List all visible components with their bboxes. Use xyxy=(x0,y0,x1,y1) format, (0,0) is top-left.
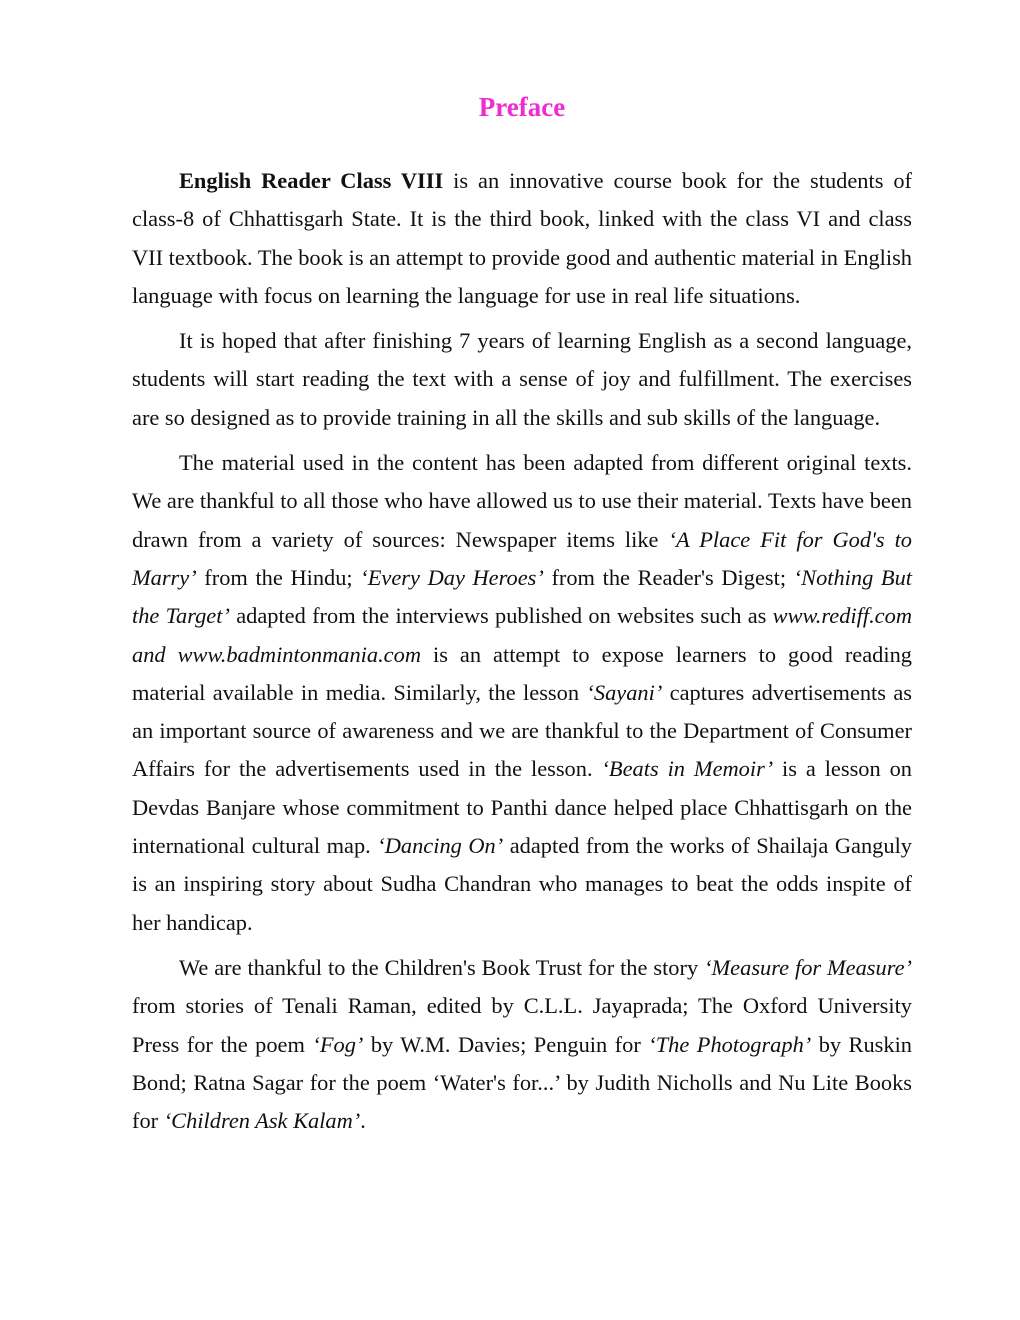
text-run: adapted from the works of Shailaja Ganguly is an inspiring story about Sudha Chandran who manages to beat the odds inspite of her handicap. xyxy=(132,833,912,935)
page-title: Preface xyxy=(478,92,566,122)
text-run: ‘Dancing On’ xyxy=(377,833,504,859)
paragraph-2 xyxy=(132,322,912,437)
text-run: ‘The Photograph’ xyxy=(648,1031,812,1057)
text-run: ‘A Place Fit for God's to Marry’ xyxy=(132,526,912,590)
text-run: ‘Beats in Memoir’ xyxy=(601,756,774,782)
text-run: captures advertisements as an important source of awareness and we are thankful to the Department of Consumer Affairs for the advertisements used in the lesson. xyxy=(132,679,912,782)
text-run: It is hoped that after finishing 7 years of learning English as a second language, students will start reading the text with a sense of joy and fulfillment. The exercises are so designed as to provide training in all the skills and sub skills of the language. xyxy=(132,328,912,430)
text-run: is an innovative course book for the students of class-8 of Chhattisgarh State. It is the third book, linked with the class VI and class VII textbook. The book is an attempt to provide good and authentic material in English language with focus on learning the language for use in real life situations. xyxy=(132,168,913,308)
text-run: by W.M. Davies; Penguin for xyxy=(363,1031,649,1057)
text-run: English Reader Class VIII xyxy=(179,168,444,193)
text-run: The material used in the content has been adapted from different original texts. We are thankful to all those who have allowed us to use their material. Texts have been drawn from a variety of sources: Newspaper items like xyxy=(132,450,912,552)
text-run: from the Hindu; xyxy=(196,564,361,590)
text-run: from the Reader's Digest; xyxy=(543,564,794,590)
text-run: is an attempt to expose learners to good reading material available in media. Similarly, the lesson xyxy=(132,641,912,705)
text-run: from stories of Tenali Raman, edited by C.L.L. Jayaprada; The Oxford University Press for the poem xyxy=(132,993,912,1057)
text-run: adapted from the interviews published on websites such as xyxy=(229,603,773,629)
paragraph-3 xyxy=(132,444,912,942)
text-run: We are thankful to the Children's Book Trust for the story xyxy=(179,954,705,980)
text-run: ‘Fog’ xyxy=(312,1031,364,1057)
text-run: is a lesson on Devdas Banjare whose commitment to Panthi dance helped place Chhattisgarh on the international cultural map. xyxy=(132,756,912,859)
text-run: www.rediff.com and www.badmintonmania.com xyxy=(132,603,912,667)
text-run: ‘Measure for Measure’ xyxy=(704,954,912,980)
paragraph-4 xyxy=(132,949,912,1140)
text-run: ‘Nothing But the Target’ xyxy=(132,564,913,629)
preface-body xyxy=(132,162,912,1140)
text-run: ‘Children Ask Kalam’ xyxy=(163,1108,361,1134)
paragraph-1 xyxy=(132,162,912,315)
text-run: ‘Every Day Heroes’ xyxy=(360,564,544,590)
text-run: ‘Sayani’ xyxy=(586,679,663,705)
text-run: . xyxy=(360,1108,366,1134)
text-run: by Ruskin Bond; Ratna Sagar for the poem ‘Water's for...’ by Judith Nicholls and Nu Lite Books for xyxy=(132,1031,913,1134)
preface-page xyxy=(132,88,912,1147)
